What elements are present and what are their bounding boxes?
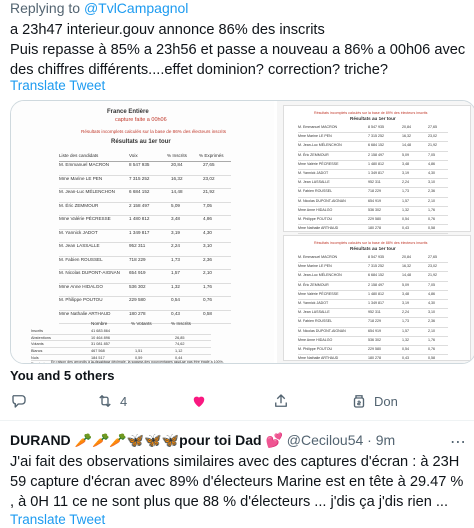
doc-subtitle: Résultats incomplets calculés sur la base de 89% des électeurs inscrits <box>314 111 428 115</box>
table-cell: 0,58 <box>428 226 435 231</box>
table-cell: 20,84 <box>402 255 411 259</box>
table-cell: 2 158 497 <box>129 202 150 208</box>
retweet-button[interactable] <box>96 392 127 410</box>
table-row <box>59 162 231 176</box>
reply-button[interactable] <box>10 392 28 410</box>
table-row <box>298 133 448 142</box>
table-cell: 2,10 <box>203 270 212 275</box>
table-row <box>298 207 448 216</box>
doc-subtitle: Résultats incomplets calculés sur la base de 86% des électeurs inscrits <box>81 129 227 134</box>
table-cell: 1 480 812 <box>368 291 384 296</box>
table-cell: M. Jean-Luc MÉLENCHON <box>298 273 342 278</box>
table-cell: 952 311 <box>129 243 146 248</box>
table-cell: 1,57 <box>402 198 409 203</box>
table-cell: 2,36 <box>428 189 435 194</box>
table-cell: 1,32 <box>402 207 409 212</box>
table-cell: 718 229 <box>129 256 146 262</box>
table-cell: 180 278 <box>368 226 381 231</box>
col-header: Voix <box>129 153 138 158</box>
table-cell: 718 229 <box>368 189 381 194</box>
tip-jar-icon <box>350 392 368 410</box>
table-cell: 14,48 <box>171 189 183 194</box>
table-row <box>59 203 231 217</box>
table-cell: 6 684 152 <box>129 189 150 194</box>
doc-round: Résultats au 1er tour <box>350 116 396 121</box>
doc-round: Résultats au 1er tour <box>111 139 171 145</box>
table-cell: 2,24 <box>171 243 180 248</box>
table-cell: 0,43 <box>402 226 409 231</box>
table-cell: M. Éric ZEMMOUR <box>59 202 99 208</box>
doc-results-table <box>298 254 448 364</box>
doc-results-table <box>298 124 448 234</box>
table-cell: 20,84 <box>171 162 183 167</box>
doc-results-table <box>59 153 231 324</box>
table-cell: Mme Marine LE PEN <box>298 264 332 269</box>
table-cell: 5,09 <box>402 282 409 287</box>
table-cell: M. Nicolas DUPONT-AIGNAN <box>298 328 346 333</box>
table-row <box>298 161 448 170</box>
table-row <box>298 291 448 300</box>
table-cell: 7,05 <box>428 152 435 157</box>
table-row <box>298 318 448 327</box>
table-cell: M. Emmanuel MACRON <box>298 255 338 259</box>
table-cell: 2,24 <box>402 310 409 315</box>
tip-button[interactable] <box>350 392 398 410</box>
table-cell: Nuls <box>31 355 39 360</box>
table-cell: Votants <box>31 342 44 347</box>
table-row <box>59 216 231 230</box>
heart-icon <box>190 392 208 410</box>
table-cell: 1,57 <box>171 270 180 275</box>
more-icon: ⋯ <box>450 434 466 451</box>
table-cell: 3,19 <box>402 170 409 175</box>
table-cell: 0,43 <box>171 310 180 316</box>
table-cell: M. Fabien ROUSSEL <box>298 319 333 324</box>
table-cell: 1 480 812 <box>368 161 384 166</box>
table-row <box>298 328 448 337</box>
table-cell: M. Éric ZEMMOUR <box>298 282 329 287</box>
table-cell: 0,54 <box>171 297 180 302</box>
table-cell: 21,92 <box>203 189 215 194</box>
table-cell: 952 311 <box>368 310 381 315</box>
tweet-divider <box>0 420 474 421</box>
table-cell: 8 547 935 <box>368 125 384 129</box>
retweet-icon <box>96 392 114 410</box>
tweet-actions <box>0 386 474 416</box>
col-header: % Inscrits <box>171 321 191 326</box>
table-cell: 229 580 <box>368 216 381 221</box>
table-row <box>298 152 448 161</box>
col-header: Liste des candidats <box>59 153 99 158</box>
table-cell: 2,24 <box>402 180 409 185</box>
retweet-count: 4 <box>120 393 128 409</box>
table-cell: 0,54 <box>402 346 409 351</box>
table-cell: 8 547 935 <box>129 162 150 167</box>
table-cell: 1,32 <box>402 337 409 342</box>
table-cell: 27,65 <box>203 162 215 167</box>
table-cell: 0,43 <box>402 356 409 361</box>
table-row <box>298 142 448 151</box>
table-cell: 16,32 <box>171 175 183 181</box>
table-cell: 7 315 252 <box>368 134 384 139</box>
doc-header: France Entière <box>107 109 149 115</box>
table-cell: Mme Marine LE PEN <box>59 175 103 181</box>
table-cell: Blancs <box>31 349 43 354</box>
table-row <box>298 188 448 197</box>
table-cell: 0,76 <box>428 346 435 351</box>
table-cell: 1,73 <box>402 319 409 324</box>
table-cell: 16,32 <box>402 264 411 269</box>
table-cell: M. Fabien ROUSSEL <box>298 189 333 194</box>
table-cell: Mme Anne HIDALGO <box>59 283 103 289</box>
tweet-media[interactable] <box>10 100 474 364</box>
table-cell: M. Jean LASSALLE <box>298 310 330 315</box>
table-cell: M. Jean LASSALLE <box>59 243 100 248</box>
table-row <box>298 263 448 272</box>
table-cell: 3,48 <box>171 216 180 221</box>
table-row <box>31 335 211 342</box>
table-row <box>298 225 448 234</box>
table-cell: 0,54 <box>402 216 409 221</box>
table-cell: 27,65 <box>428 255 437 259</box>
doc-subtitle: Résultats incomplets calculés sur la base de 88% des électeurs inscrits <box>314 241 428 245</box>
table-cell: M. Yannick JADOT <box>59 229 98 235</box>
doc-capture-time: capture faite a 00h06 <box>115 117 167 123</box>
table-cell: M. Jean-Luc MÉLENCHON <box>59 189 115 194</box>
table-cell: 16,32 <box>402 134 411 139</box>
table-row <box>298 337 448 346</box>
table-row <box>59 176 231 190</box>
table-cell: 3,10 <box>203 243 212 248</box>
table-cell: M. Philippe POUTOU <box>298 346 333 351</box>
table-cell: 180 278 <box>129 310 146 316</box>
table-cell: 654 919 <box>129 270 146 275</box>
table-cell: M. Emmanuel MACRON <box>298 125 338 129</box>
table-row <box>298 272 448 281</box>
table-row <box>298 216 448 225</box>
table-cell: 1,51 <box>135 349 143 354</box>
table-cell: 5,09 <box>171 202 180 208</box>
share-button[interactable] <box>272 392 290 410</box>
table-row <box>59 270 231 284</box>
table-cell: 1 480 812 <box>129 216 150 221</box>
table-cell: 654 919 <box>368 328 381 333</box>
table-cell: 4,30 <box>428 300 435 305</box>
table-cell: 4,86 <box>203 216 212 221</box>
table-cell: 2 158 497 <box>368 282 384 287</box>
table-cell: Mme Anne HIDALGO <box>298 337 333 342</box>
table-row <box>59 243 231 257</box>
table-cell: 10 464 896 <box>91 335 111 340</box>
likers-summary[interactable]: You and 5 others <box>10 368 115 383</box>
table-cell: 3,19 <box>171 229 180 235</box>
translate-tweet-link[interactable]: Translate Tweet <box>10 512 106 527</box>
table-cell: 536 302 <box>368 207 381 212</box>
table-cell: 2,36 <box>428 319 435 324</box>
table-cell: 8 547 935 <box>368 255 384 259</box>
table-cell: M. Yannick JADOT <box>298 170 329 175</box>
table-cell: 1,73 <box>402 189 409 194</box>
table-cell: 4,30 <box>428 170 435 175</box>
table-cell <box>31 361 47 364</box>
share-icon <box>272 392 290 410</box>
table-cell: M. Nicolas DUPONT-AIGNAN <box>59 270 121 275</box>
table-cell: 3,19 <box>402 300 409 305</box>
doc-stats-table <box>31 321 211 364</box>
tweet-time[interactable]: 9m <box>375 432 396 448</box>
dot-separator: · <box>367 432 372 448</box>
table-cell: M. Nicolas DUPONT-AIGNAN <box>298 198 346 203</box>
table-cell: 3,10 <box>428 180 435 185</box>
table-cell: 718 229 <box>368 319 381 324</box>
like-button[interactable] <box>190 392 208 410</box>
table-row <box>298 309 448 318</box>
table-row <box>31 341 211 348</box>
table-cell: Mme Valérie PÉCRESSE <box>59 216 111 221</box>
tweet-text-line1: a 23h47 interieur.gouv annonce 86% des inscrits <box>10 22 325 38</box>
replying-to-label: Replying to <box>10 0 81 16</box>
table-cell: 6 684 152 <box>368 273 384 278</box>
table-cell: 1,76 <box>428 337 435 342</box>
table-cell: 21,92 <box>428 143 437 148</box>
table-cell: 4,86 <box>428 161 435 166</box>
table-cell: 536 302 <box>129 283 146 289</box>
table-row <box>59 257 231 271</box>
table-cell: 1 349 817 <box>129 229 150 235</box>
reply-handle-link[interactable]: @TvlCampagnol <box>83 0 189 16</box>
doc-table-header <box>59 153 231 162</box>
table-cell: 0,76 <box>428 216 435 221</box>
table-cell: Inscrits <box>31 329 44 333</box>
table-cell: M. Yannick JADOT <box>298 300 329 305</box>
table-cell: 180 278 <box>368 356 381 361</box>
table-cell: Mme Nathalie ARTHAUD <box>59 310 111 316</box>
table-row <box>298 170 448 179</box>
table-cell: 41 683 864 <box>91 329 111 333</box>
table-cell: M. Éric ZEMMOUR <box>298 152 329 157</box>
table-cell: Mme Valérie PÉCRESSE <box>298 291 339 296</box>
col-header: Nombre <box>91 321 108 326</box>
table-cell: Mme Nathalie ARTHAUD <box>298 356 339 361</box>
table-cell: 1,12 <box>175 349 183 354</box>
table-cell: 0,76 <box>203 297 212 302</box>
table-row <box>31 328 211 335</box>
table-cell: 26,85 <box>175 335 185 340</box>
tweet2-text: J'ai fait des observations similaires avec des captures d'écran : à 23H 59 capture d'écran avec 89% d'électeurs Marine est en tête à 29.47 % , à 0H 11 ce ne sont plus que 88 % d'électeurs ... j'dis ça j'dis rien ... <box>10 454 464 510</box>
table-cell: 4,86 <box>428 291 435 296</box>
table-cell: 14,48 <box>402 273 411 278</box>
table-row <box>59 189 231 203</box>
table-cell: 2,10 <box>428 328 435 333</box>
table-cell: 229 580 <box>368 346 381 351</box>
table-cell: 4,30 <box>203 229 212 235</box>
table-cell: 654 919 <box>368 198 381 203</box>
table-cell: 6 684 152 <box>368 143 384 148</box>
doc-footnote: En raison des arrondis à la deuxième décimale, la somme des pourcentages peut ne pas être égale à 100%. <box>51 360 224 364</box>
table-cell: 1,57 <box>402 328 409 333</box>
table-cell: 27,65 <box>428 125 437 129</box>
tweet-text-line2: Puis repasse à 85% a 23h56 et passe a nouveau a 86% a 00h06 avec des chiffres différents....effet dominion? correction? triche? <box>10 42 466 78</box>
table-row <box>59 284 231 298</box>
table-row <box>298 179 448 188</box>
table-cell: 0,59 <box>135 355 143 360</box>
translate-tweet-link[interactable]: Translate Tweet <box>10 78 106 93</box>
table-cell: 536 302 <box>368 337 381 342</box>
table-cell: 0,58 <box>428 356 435 361</box>
table-cell: Mme Anne HIDALGO <box>298 207 333 212</box>
doc-round: Résultats au 1er tour <box>350 246 396 251</box>
table-cell: 229 580 <box>129 297 146 302</box>
table-cell: 5,09 <box>402 152 409 157</box>
replying-to <box>10 0 188 16</box>
author-name[interactable]: DURAND 🥕🥕🥕🦋🦋🦋pour toi Dad 💕 <box>10 432 283 448</box>
doc-page-bottom <box>283 235 471 361</box>
more-options-button[interactable] <box>450 432 466 452</box>
table-row <box>298 282 448 291</box>
table-cell: 2,36 <box>203 256 212 262</box>
table-cell: 7 315 252 <box>129 175 150 181</box>
table-row <box>298 124 448 133</box>
table-cell: Mme Marine LE PEN <box>298 134 332 139</box>
table-cell: 23,02 <box>203 175 215 181</box>
table-cell: 7 315 252 <box>368 264 384 269</box>
table-row <box>298 300 448 309</box>
table-cell: 0,44 <box>175 355 183 360</box>
tweet-text <box>10 20 466 80</box>
table-cell: 1 349 817 <box>368 300 384 305</box>
table-row <box>298 198 448 207</box>
table-cell: 2 158 497 <box>368 152 384 157</box>
doc-stats-header <box>31 321 211 328</box>
table-cell: 23,02 <box>428 134 437 139</box>
table-row <box>59 297 231 311</box>
table-cell: 14,48 <box>402 143 411 148</box>
table-cell: M. Philippe POUTOU <box>298 216 333 221</box>
table-cell: 1,76 <box>428 207 435 212</box>
author-handle[interactable]: @Cecilou54 <box>286 432 364 448</box>
table-cell: Abstentions <box>31 335 51 340</box>
col-header: % Inscrits <box>167 153 187 158</box>
table-cell: M. Philippe POUTOU <box>59 297 103 302</box>
table-cell: 3,48 <box>402 161 409 166</box>
col-header: % Votants <box>131 321 152 326</box>
table-cell: 952 311 <box>368 180 381 185</box>
table-row <box>298 346 448 355</box>
table-cell: 467 568 <box>91 349 105 354</box>
table-row <box>31 348 211 355</box>
table-cell: 2,10 <box>428 198 435 203</box>
table-cell: 0,58 <box>203 310 212 316</box>
table-cell: 1,76 <box>203 283 212 289</box>
table-row <box>298 355 448 364</box>
table-cell: 23,02 <box>428 264 437 269</box>
table-cell: 31 081 857 <box>91 342 111 347</box>
table-cell: 3,10 <box>428 310 435 315</box>
table-cell: M. Fabien ROUSSEL <box>59 256 103 262</box>
media-image-left[interactable] <box>11 101 274 363</box>
table-cell: M. Jean-Luc MÉLENCHON <box>298 143 342 148</box>
table-cell: 74,62 <box>175 342 185 347</box>
media-image-right[interactable] <box>277 101 474 363</box>
table-cell: M. Jean LASSALLE <box>298 180 330 185</box>
table-cell: M. Emmanuel MACRON <box>59 162 110 167</box>
table-cell: 184 517 <box>91 355 105 360</box>
tip-label: Don <box>374 393 398 409</box>
doc-page-top <box>283 105 471 232</box>
table-cell: 7,05 <box>203 202 212 208</box>
table-cell: 1,32 <box>171 283 180 289</box>
table-cell: 21,92 <box>428 273 437 278</box>
tweet2-author[interactable] <box>10 432 395 449</box>
table-cell: 1,73 <box>171 256 180 262</box>
table-cell: Mme Valérie PÉCRESSE <box>298 161 339 166</box>
reply-icon <box>10 392 28 410</box>
table-cell: 3,48 <box>402 291 409 296</box>
table-row <box>298 254 448 263</box>
table-cell: Mme Nathalie ARTHAUD <box>298 226 339 231</box>
col-header: % Exprimés <box>199 153 224 158</box>
table-cell: 1 349 817 <box>368 170 384 175</box>
table-cell: 7,05 <box>428 282 435 287</box>
table-cell: 20,84 <box>402 125 411 129</box>
table-row <box>59 230 231 244</box>
